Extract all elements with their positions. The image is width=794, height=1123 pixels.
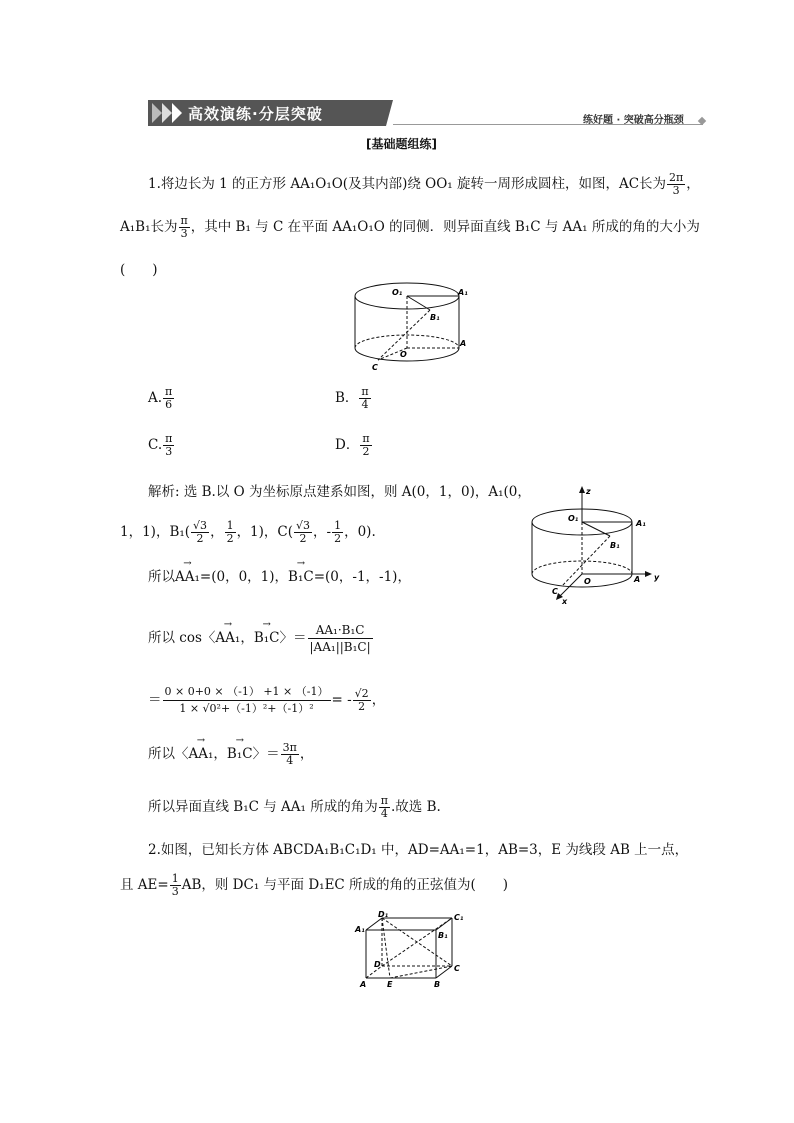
sol-text: 所以 bbox=[148, 569, 175, 585]
sol-frac bbox=[332, 520, 343, 545]
fig-label: x bbox=[562, 597, 568, 606]
fig-label: C₁ bbox=[454, 913, 464, 922]
sol-text: ， bbox=[371, 692, 386, 708]
fig-label: O bbox=[584, 577, 591, 586]
angle-frac bbox=[281, 742, 299, 767]
frac-num: π bbox=[165, 385, 173, 398]
fig-label: A bbox=[460, 339, 467, 348]
frac-den: 2 bbox=[299, 532, 307, 545]
option-frac bbox=[359, 386, 370, 411]
frac-num: 1 bbox=[171, 872, 179, 885]
frac-num: π bbox=[380, 794, 388, 807]
frac-num: 2π bbox=[669, 171, 684, 184]
q1-text: ，其中 B₁ 与 C 在平面 AA₁O₁O 的同侧．则异面直线 B₁C 与 AA₁ 所成的角的大小为 bbox=[190, 219, 700, 235]
solution-line1: 解析: 选 B.以 O 为坐标原点建系如图，则 A(0，1，0)，A₁(0， bbox=[148, 484, 531, 500]
vector-b1c: → B₁C bbox=[227, 746, 253, 762]
fig-label: z bbox=[586, 487, 591, 496]
frac-num: 0 × 0+0 × （-1） +1 × （-1） bbox=[163, 684, 331, 701]
header-slogan: 练好题 · 突破高分瓶颈 bbox=[583, 115, 684, 126]
fig-label: O bbox=[400, 350, 407, 359]
banner-title: 高效演练·分层突破 bbox=[188, 105, 323, 123]
option-frac bbox=[163, 433, 174, 458]
option-frac bbox=[360, 433, 371, 458]
fig-label: B bbox=[434, 980, 441, 989]
frac-den: 6 bbox=[165, 398, 173, 411]
sol-frac bbox=[225, 520, 236, 545]
fig-label: O₁ bbox=[568, 514, 579, 523]
solution-line3 bbox=[148, 565, 411, 585]
frac-den: 4 bbox=[380, 807, 388, 820]
sol-text: 所以 cos〈 bbox=[148, 630, 216, 646]
sol-text: ，1)，C( bbox=[236, 524, 294, 540]
solution-line7 bbox=[148, 795, 441, 820]
frac-num: AA₁·B₁C bbox=[308, 622, 373, 639]
sol-text: =(0，0，1)， bbox=[199, 569, 289, 585]
q1-text: 1.将边长为 1 的正方形 AA₁O₁O(及其内部)绕 OO₁ 旋转一周形成圆柱，如图，AC长为 bbox=[148, 176, 667, 192]
solution-line6 bbox=[148, 742, 313, 767]
fig-label: B₁ bbox=[610, 541, 620, 550]
header-banner bbox=[148, 100, 393, 126]
vector-b1c: → B₁C bbox=[254, 630, 280, 646]
fig-label: B₁ bbox=[430, 313, 440, 322]
option-label: D． bbox=[335, 437, 360, 453]
solution-line4 bbox=[148, 622, 374, 655]
frac-num: π bbox=[362, 432, 370, 445]
sol-text: ＝ bbox=[148, 692, 162, 708]
fig-label: B₁ bbox=[438, 931, 448, 940]
frac-den: 3 bbox=[171, 885, 179, 898]
angle-frac bbox=[379, 795, 390, 820]
fig-label: C bbox=[552, 587, 558, 596]
option-c[interactable] bbox=[148, 433, 175, 458]
cylinder-coord-figure bbox=[530, 482, 670, 607]
frac-num: 1 bbox=[226, 519, 234, 532]
q2-text: AB，则 DC₁ 与平面 D₁EC 所成的角的正弦值为( ) bbox=[181, 877, 509, 893]
solution-line5 bbox=[148, 684, 385, 717]
fig-label: A₁ bbox=[355, 925, 365, 934]
frac-den: 2 bbox=[226, 532, 234, 545]
vector-b1c: → B₁C bbox=[288, 569, 314, 585]
fig-label: D bbox=[374, 960, 381, 969]
q2-frac bbox=[170, 873, 181, 898]
option-a[interactable] bbox=[148, 386, 175, 411]
sol-text: 〉＝ bbox=[252, 746, 280, 762]
frac-den: 1 × √0²+（-1）²+（-1）² bbox=[179, 702, 314, 715]
cuboid-figure bbox=[352, 910, 472, 992]
option-frac bbox=[163, 386, 174, 411]
vector-aa1: → AA₁ bbox=[189, 746, 214, 762]
section-title: [基础题组练] bbox=[366, 137, 437, 151]
fig-label: E bbox=[387, 980, 393, 989]
sol-text: 1，1)，B₁( bbox=[120, 524, 191, 540]
q1-line1: 1.将边长为 1 的正方形 AA₁O₁O(及其内部)绕 OO₁ 旋转一周形成圆柱，如图，AC长为 $\frac{2\pi}{3}$ ， bbox=[148, 171, 700, 197]
sol-text: 所以〈 bbox=[148, 746, 189, 762]
frac-num: √3 bbox=[296, 519, 311, 532]
q1-arc-frac bbox=[667, 172, 685, 197]
frac-den: 4 bbox=[286, 754, 294, 767]
option-d[interactable] bbox=[335, 433, 373, 458]
option-b[interactable] bbox=[335, 386, 372, 411]
frac-num: π bbox=[361, 385, 369, 398]
fig-label: O₁ bbox=[392, 288, 403, 297]
frac-den: 3 bbox=[672, 184, 680, 197]
sol-text: ， bbox=[313, 524, 327, 540]
q2-line1: 2.如图，已知长方体 ABCDA₁B₁C₁D₁ 中，AD=AA₁=1，AB=3，E 为线段 AB 上一点， bbox=[148, 842, 689, 858]
frac-num: π bbox=[180, 214, 188, 227]
sol-text: ， bbox=[213, 746, 227, 762]
frac-den: 3 bbox=[180, 227, 188, 240]
option-label: B． bbox=[335, 390, 359, 406]
frac-den: 2 bbox=[196, 532, 204, 545]
cylinder-figure bbox=[350, 278, 470, 373]
vector-aa1: → AA₁ bbox=[215, 630, 240, 646]
fig-label: y bbox=[654, 573, 660, 582]
fig-label: A₁ bbox=[636, 519, 646, 528]
cos-calc-frac bbox=[163, 684, 331, 717]
frac-num: √2 bbox=[354, 687, 369, 700]
frac-num: 1 bbox=[334, 519, 342, 532]
sol-text: = - bbox=[331, 692, 352, 708]
sol-frac bbox=[294, 520, 312, 545]
sol-text: 〉＝ bbox=[279, 630, 307, 646]
frac-num: √3 bbox=[193, 519, 208, 532]
sol-text: ，0). bbox=[344, 524, 376, 540]
frac-den: 2 bbox=[358, 700, 366, 713]
sol-text: - bbox=[326, 524, 332, 540]
fig-label: A bbox=[360, 980, 367, 989]
q1-arc-frac bbox=[179, 215, 190, 240]
sol-frac bbox=[191, 520, 209, 545]
frac-den: 4 bbox=[361, 398, 369, 411]
sol-text: =(0，-1，-1)， bbox=[313, 569, 411, 585]
fig-label: C bbox=[454, 964, 460, 973]
q1-line2 bbox=[120, 215, 700, 240]
fig-label: A bbox=[634, 575, 641, 584]
fig-label: C bbox=[372, 363, 378, 372]
sol-text: ， bbox=[240, 630, 254, 646]
sol-text: 所以异面直线 B₁C 与 AA₁ 所成的角为 bbox=[148, 799, 378, 815]
fig-label: D₁ bbox=[378, 910, 389, 919]
fig-label: A₁ bbox=[458, 288, 468, 297]
frac-num: π bbox=[165, 432, 173, 445]
q1-paren: ( ) bbox=[120, 262, 158, 278]
result-frac bbox=[353, 688, 371, 713]
solution-line2 bbox=[120, 520, 376, 545]
cos-frac bbox=[308, 622, 373, 655]
q2-line2 bbox=[120, 873, 508, 898]
frac-den: 2 bbox=[362, 445, 370, 458]
option-label: C. bbox=[148, 437, 163, 453]
sol-text: ， bbox=[210, 524, 224, 540]
frac-den: 3 bbox=[165, 445, 173, 458]
frac-num: 3π bbox=[282, 741, 297, 754]
frac-den: 2 bbox=[334, 532, 342, 545]
frac-den: |AA₁||B₁C| bbox=[309, 640, 371, 654]
sol-text: .故选 B. bbox=[390, 799, 441, 815]
option-label: A. bbox=[148, 390, 163, 406]
sol-text: ， bbox=[299, 746, 314, 762]
vector-aa1: → AA₁ bbox=[175, 569, 200, 585]
q1-text: A₁B₁长为 bbox=[120, 219, 178, 235]
q2-text: 且 AE= bbox=[120, 877, 169, 893]
